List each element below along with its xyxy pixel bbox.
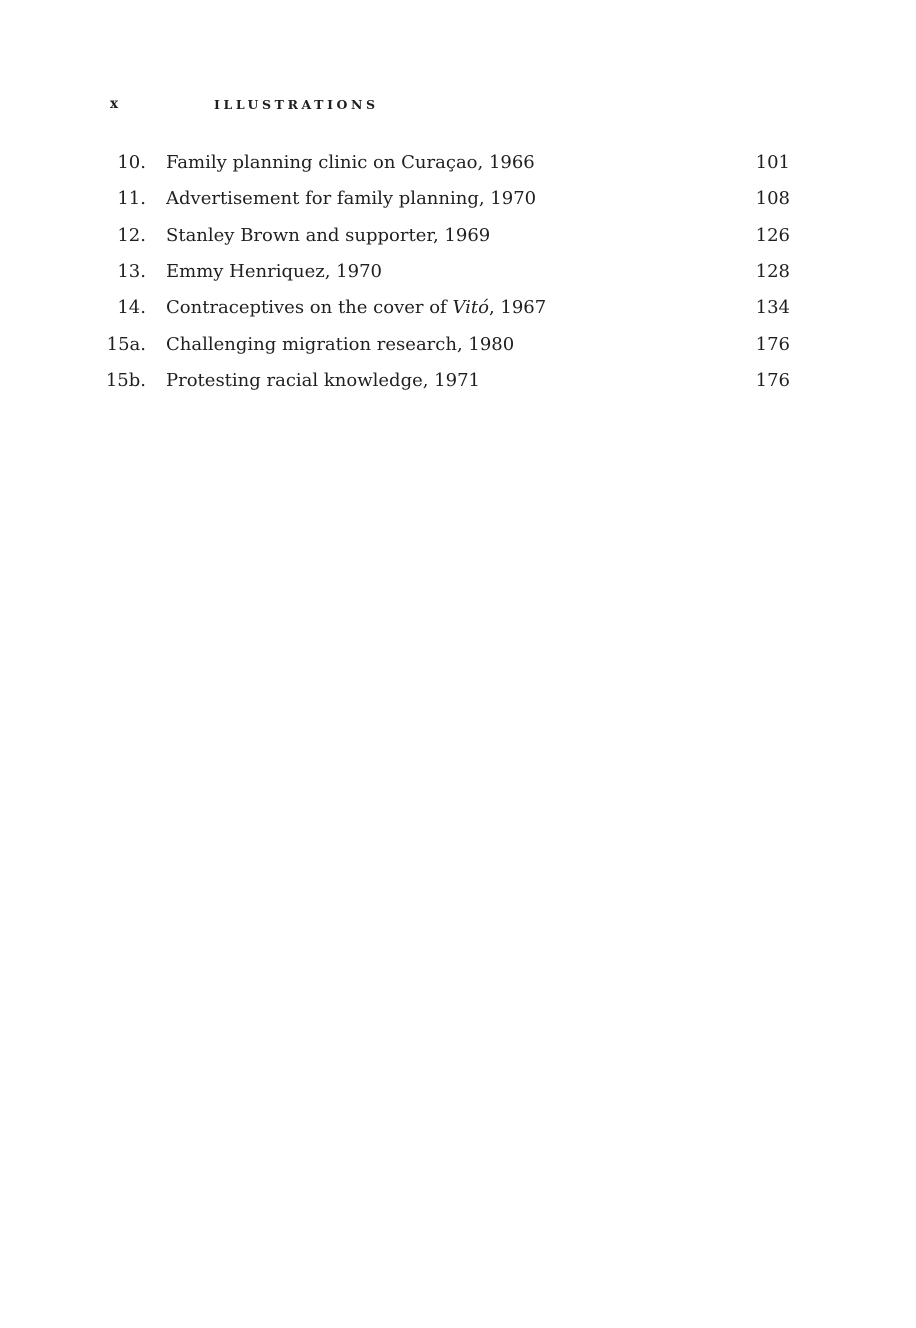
item-caption: [166, 145, 744, 181]
item-caption: [166, 218, 744, 254]
item-caption-text: Emmy Henriquez, 1970: [166, 261, 382, 283]
item-number: 11.: [117, 188, 146, 210]
illustration-row: [100, 181, 790, 217]
item-caption-text: Contraceptives on the cover of: [166, 297, 453, 319]
item-number: 10.: [117, 152, 146, 173]
item-page-number: 176: [755, 333, 790, 355]
item-number: 14.: [117, 297, 146, 319]
item-caption-text: Advertisement for family planning, 1970: [166, 188, 537, 210]
item-caption-text: Family planning clinic on Curaçao, 1966: [166, 152, 535, 173]
item-page-number: 126: [755, 224, 790, 246]
illustration-row: [100, 290, 790, 326]
item-page-number: 134: [755, 297, 790, 319]
item-page-number: 128: [755, 261, 790, 283]
item-caption: [166, 327, 744, 363]
item-number: 13.: [117, 261, 146, 283]
running-head: ILLUSTRATIONS: [214, 97, 379, 112]
item-caption-text: Stanley Brown and supporter, 1969: [166, 224, 491, 246]
folio-page-number: x: [110, 96, 120, 112]
illustration-row: [100, 327, 790, 363]
item-page-number: 101: [755, 152, 790, 173]
item-caption-text: Challenging migration research, 1980: [166, 333, 515, 355]
item-caption: [166, 290, 744, 326]
item-page-number: 176: [755, 370, 790, 392]
item-caption-suffix: , 1967: [488, 297, 547, 319]
item-caption: [166, 363, 744, 399]
illustrations-list: [100, 145, 790, 399]
item-caption: [166, 181, 744, 217]
illustration-row: [100, 363, 790, 399]
item-number: 15a.: [106, 333, 146, 355]
item-caption-italic: Vitó: [452, 297, 489, 319]
item-page-number: 108: [755, 188, 790, 210]
item-number: 15b.: [105, 370, 146, 392]
item-number: 12.: [117, 224, 146, 246]
illustration-row: [100, 218, 790, 254]
item-caption: [166, 254, 744, 290]
illustration-row: [100, 254, 790, 290]
page-header: [110, 97, 790, 115]
item-caption-text: Protesting racial knowledge, 1971: [166, 370, 480, 392]
illustration-row: [100, 145, 790, 181]
